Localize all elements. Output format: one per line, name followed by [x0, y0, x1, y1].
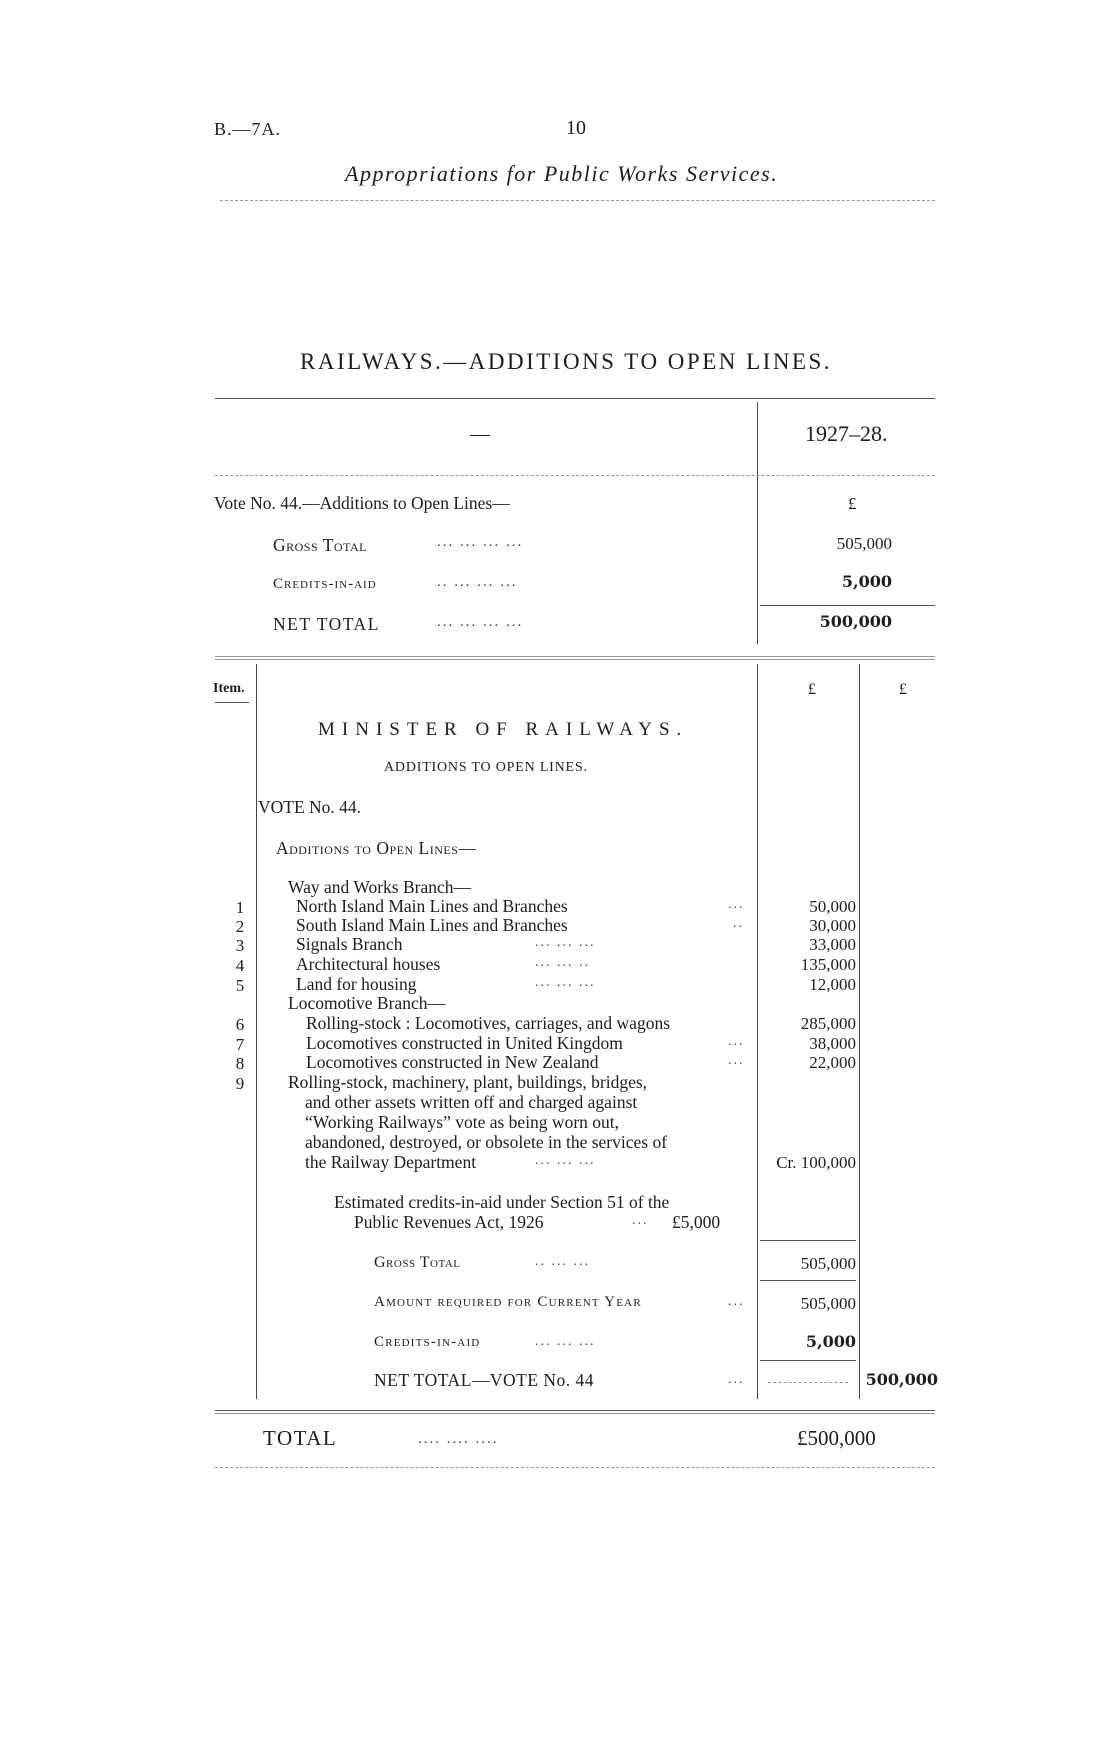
summary-bottom-rule: [215, 656, 935, 657]
item-number: 8: [235, 1054, 245, 1073]
item-dots: ...: [728, 897, 745, 912]
page-reference: B.—7A.: [214, 119, 282, 139]
item-9-line: the Railway Department: [305, 1152, 477, 1172]
credits-note-line: Estimated credits-in-aid under Section 51 of the: [334, 1192, 670, 1212]
item-dots: ... ... ...: [535, 935, 596, 950]
grand-total-value: £500,000: [797, 1426, 876, 1450]
item-value: 285,000: [800, 1014, 856, 1033]
amount-required-label: Amount required for Current Year: [374, 1294, 642, 1310]
detail-col-divider-2: [859, 664, 860, 1399]
item-9-line: Rolling-stock, machinery, plant, buildings, bridges,: [288, 1072, 648, 1092]
item-dots: ..: [733, 916, 744, 931]
branch-heading: Way and Works Branch—: [288, 877, 471, 897]
detail-col-divider-1: [757, 664, 758, 1399]
item-label: North Island Main Lines and Branches: [296, 896, 568, 916]
summary-row-label: Gross Total: [273, 535, 367, 555]
item-label: Architectural houses: [296, 954, 441, 974]
minister-heading: MINISTER OF RAILWAYS.: [318, 719, 689, 740]
summary-net-value: 500,000: [819, 612, 892, 631]
item-value: 135,000: [800, 955, 856, 974]
summary-row-dots: .. ... ... ...: [437, 574, 518, 590]
summary-year: 1927–28.: [805, 421, 888, 446]
net-total-dots: ...: [728, 1372, 745, 1387]
item-9-line: abandoned, destroyed, or obsolete in the services of: [305, 1132, 668, 1152]
summary-bottom-rule: [215, 659, 935, 660]
item-dots: ... ... ...: [535, 975, 596, 990]
item-number: 5: [235, 976, 245, 995]
item-number: 3: [235, 936, 245, 955]
detail-bottom-rule: [215, 1410, 935, 1411]
item-value: 12,000: [809, 975, 856, 994]
page-number: 10: [566, 117, 586, 139]
summary-header-rule: [215, 475, 935, 476]
gross-total-value: 505,000: [800, 1254, 856, 1273]
item-value: 38,000: [809, 1034, 856, 1053]
item-column-header: Item.: [213, 681, 245, 696]
summary-row-value: 5,000: [841, 572, 892, 591]
item-number: 1: [235, 898, 245, 917]
grand-total-dots: .... .... ....: [418, 1431, 499, 1447]
item-label: South Island Main Lines and Branches: [296, 915, 568, 935]
detail-bottom-rule: [215, 1413, 935, 1414]
credits-in-aid-label: Credits-in-aid: [374, 1334, 481, 1350]
page-bottom-rule: [215, 1467, 935, 1468]
item-9-value: Cr. 100,000: [776, 1153, 856, 1172]
gross-rule: [760, 1240, 856, 1241]
amount-required-dots: ...: [728, 1294, 745, 1309]
item-number: 6: [235, 1015, 245, 1034]
net-dash-rule: [768, 1382, 848, 1383]
credits-note-dots: ...: [632, 1213, 649, 1228]
item-number: 4: [235, 956, 245, 975]
summary-divider: [757, 402, 758, 644]
gross-total-dots: .. ... ...: [535, 1254, 590, 1269]
header-rule: [220, 200, 935, 201]
item-9-line: and other assets written off and charged against: [305, 1092, 638, 1112]
sub-heading: ADDITIONS TO OPEN LINES.: [384, 760, 588, 775]
summary-dash: —: [470, 423, 490, 445]
item-header-rule: [215, 702, 249, 703]
running-title: Appropriations for Public Works Services.: [345, 161, 779, 186]
item-label: Rolling-stock : Locomotives, carriages, and wagons: [306, 1013, 671, 1033]
branch-heading: Locomotive Branch—: [288, 993, 445, 1013]
item-dots: ...: [728, 1053, 745, 1068]
item-value: 50,000: [809, 897, 856, 916]
detail-currency-2: £: [899, 681, 907, 698]
credits-in-aid-dots: ... ... ...: [535, 1334, 596, 1349]
item-value: 30,000: [809, 916, 856, 935]
summary-currency: £: [848, 494, 857, 513]
gross-total-label: Gross Total: [374, 1254, 461, 1271]
amount-required-value: 505,000: [800, 1294, 856, 1313]
item-number: 2: [235, 917, 245, 936]
summary-top-rule: [215, 398, 935, 399]
summary-row-label: Credits-in-aid: [273, 576, 377, 592]
vote-heading: VOTE No. 44.: [258, 797, 362, 817]
net-total-value: 500,000: [865, 1370, 938, 1389]
detail-currency-1: £: [808, 681, 816, 698]
page-title: RAILWAYS.—ADDITIONS TO OPEN LINES.: [300, 349, 833, 374]
summary-row-value: 505,000: [836, 534, 892, 553]
item-label: Locomotives constructed in United Kingdom: [306, 1033, 623, 1053]
item-dots: ...: [728, 1034, 745, 1049]
credits-note-line: Public Revenues Act, 1926: [354, 1212, 544, 1232]
summary-row-dots: ... ... ... ...: [437, 534, 524, 550]
summary-row-dots: ... ... ... ...: [437, 614, 524, 630]
net-total-label: NET TOTAL—VOTE No. 44: [374, 1370, 595, 1390]
item-label: Signals Branch: [296, 934, 403, 954]
item-value: 22,000: [809, 1053, 856, 1072]
item-9-line: “Working Railways” vote as being worn out,: [305, 1112, 620, 1132]
summary-net-label: NET TOTAL: [273, 614, 380, 634]
credits-in-aid-value: 5,000: [805, 1332, 856, 1351]
summary-vote-line: Vote No. 44.—Additions to Open Lines—: [214, 493, 510, 513]
detail-item-divider: [256, 664, 257, 1399]
item-value: 33,000: [809, 935, 856, 954]
item-number: 9: [235, 1074, 245, 1093]
credits-note-amount: £5,000: [672, 1212, 721, 1232]
item-label: Land for housing: [296, 974, 417, 994]
item-number: 7: [235, 1035, 245, 1054]
grand-total-label: TOTAL: [263, 1426, 338, 1450]
credits-rule: [760, 1360, 856, 1361]
item-label: Locomotives constructed in New Zealand: [306, 1052, 599, 1072]
section-heading: Additions to Open Lines—: [276, 838, 477, 858]
gross-rule-2: [760, 1280, 856, 1281]
item-dots: ... ... ..: [535, 955, 590, 970]
item-dots: ... ... ...: [535, 1153, 596, 1168]
summary-sum-rule: [760, 605, 935, 606]
